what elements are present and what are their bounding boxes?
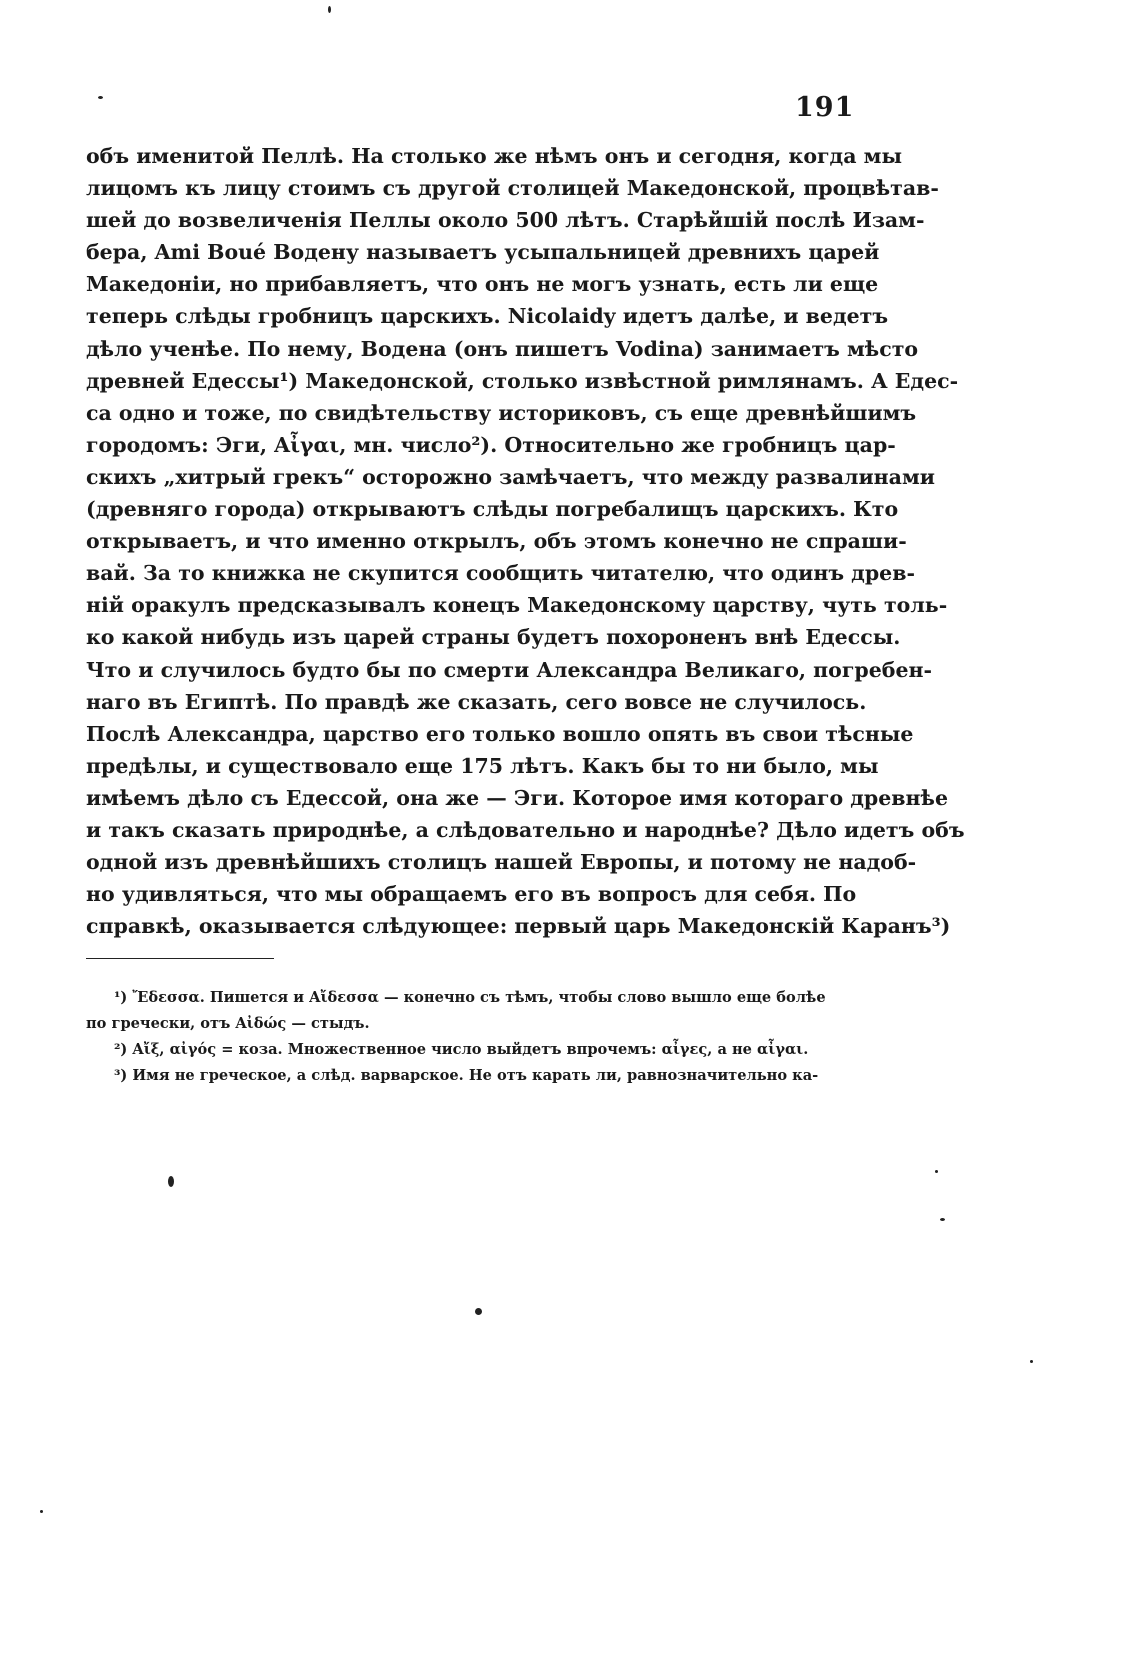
text-line: вай. За то книжка не скупится сообщить читателю, что одинъ древ- <box>86 561 915 586</box>
text-line: городомъ: Эги, Αἶγαι, мн. число²). Относительно же гробницъ цар- <box>86 432 896 457</box>
text-line: (древняго города) открываютъ слѣды погребалищъ царскихъ. Кто <box>86 497 899 522</box>
text-line: дѣло ученѣе. По нему, Водена (онъ пишетъ Vodina) занимаетъ мѣсто <box>86 336 919 361</box>
text-line: объ именитой Пеллѣ. На столько же нѣмъ онъ и сегодня, когда мы <box>86 144 902 168</box>
text-line: шей до возвеличенія Пеллы около 500 лѣтъ. Старѣйшій послѣ Изам- <box>86 208 925 233</box>
text-line: одной изъ древнѣйшихъ столицъ нашей Европы, и потому не надоб- <box>86 850 917 875</box>
scan-speck <box>935 1170 938 1173</box>
footnotes <box>86 985 826 1089</box>
text-line: ко какой нибудь изъ царей страны будетъ похороненъ внѣ Едессы. <box>86 625 901 650</box>
text-line: предѣлы, и существовало еще 175 лѣтъ. Какъ бы то ни было, мы <box>86 753 879 778</box>
text-line: бера, Ami Boué Водену называетъ усыпальницей древнихъ царей <box>86 240 880 265</box>
text-line: и такъ сказать природнѣе, а слѣдовательно и народнѣе? Дѣло идетъ объ <box>86 817 965 842</box>
footnote-line: ²) Αἴξ, αἰγός = коза. Множественное число выйдетъ впрочемъ: αἶγες, а не αἶγαι. <box>114 1041 809 1058</box>
text-line: лицомъ къ лицу стоимъ съ другой столицей Македонской, процвѣтав- <box>86 176 939 201</box>
text-line: но удивляться, что мы обращаемъ его въ вопросъ для себя. По <box>86 882 857 907</box>
text-line: са одно и тоже, по свидѣтельству историковъ, съ еще древнѣйшимъ <box>86 400 917 425</box>
scan-speck <box>1030 1360 1033 1363</box>
text-line: скихъ „хитрый грекъ“ осторожно замѣчаетъ, что между развалинами <box>86 464 935 489</box>
scan-speck <box>98 96 103 99</box>
footnote-line: по гречески, отъ Αἰδώς — стыдъ. <box>86 1015 370 1032</box>
footnote-line: ³) Имя не греческое, а слѣд. варварское. Не отъ карать ли, равнозначительно ка- <box>114 1067 819 1084</box>
text-line: Послѣ Александра, царство его только вошло опять въ свои тѣсные <box>86 721 914 746</box>
footnote-line: ¹) Ἔδεσσα. Пишется и Αἴδεσσα — конечно съ тѣмъ, чтобы слово вышло еще болѣе <box>114 989 826 1006</box>
scan-speck <box>168 1176 174 1187</box>
scan-speck <box>328 6 331 13</box>
text-line: Македоніи, но прибавляетъ, что онъ не могъ узнать, есть ли еще <box>86 272 879 297</box>
text-line: наго въ Египтѣ. По правдѣ же сказать, сего вовсе не случилось. <box>86 689 867 714</box>
scan-speck <box>940 1218 945 1221</box>
text-line: открываетъ, и что именно открылъ, объ этомъ конечно не спраши- <box>86 529 907 554</box>
footnote-divider <box>86 958 274 959</box>
text-line: ній оракулъ предсказывалъ конецъ Македонскому царству, чуть толь- <box>86 593 948 618</box>
page-number: 191 <box>795 92 855 123</box>
text-line: имѣемъ дѣло съ Едессой, она же — Эги. Которое имя котораго древнѣе <box>86 785 949 810</box>
text-line: теперь слѣды гробницъ царскихъ. Nicolaidy идетъ далѣе, и ведетъ <box>86 304 889 329</box>
text-line: древней Едессы¹) Македонской, столько извѣстной римлянамъ. А Едес- <box>86 368 959 393</box>
scan-speck <box>475 1308 482 1315</box>
text-line: Что и случилось будто бы по смерти Александра Великаго, погребен- <box>86 657 933 682</box>
body-text <box>86 140 965 942</box>
scan-speck <box>40 1510 43 1513</box>
text-line: справкѣ, оказывается слѣдующее: первый царь Македонскій Каранъ³) <box>86 914 951 939</box>
